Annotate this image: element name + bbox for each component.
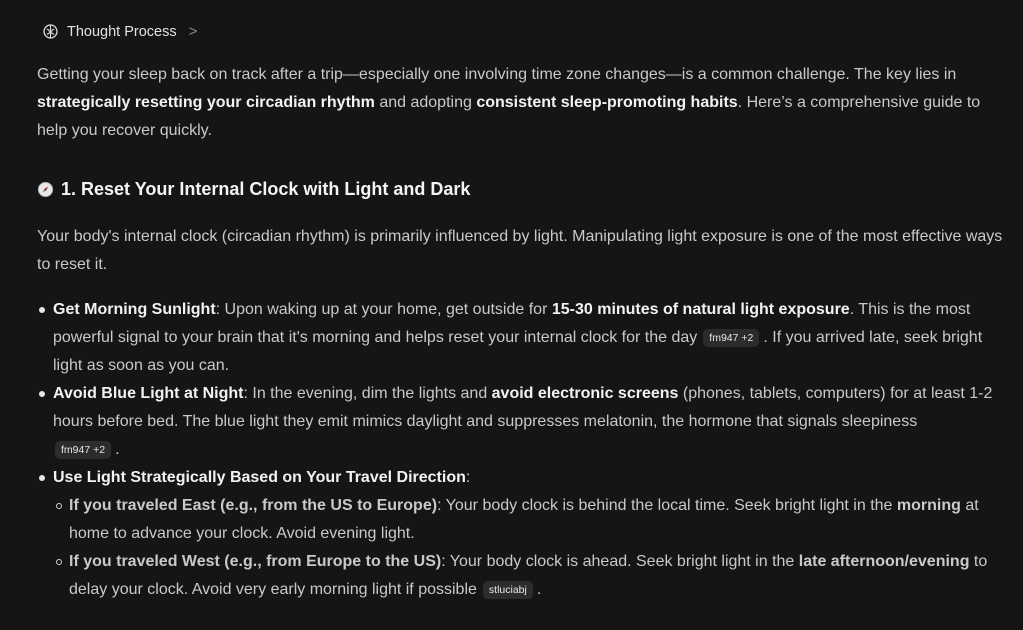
bullet-text: : Upon waking up at your home, get outside for: [215, 301, 552, 318]
bullet-bold: 15-30 minutes of natural light exposure: [551, 301, 850, 318]
brain-icon: [42, 23, 59, 40]
section-title: 1. Reset Your Internal Clock with Light and Dark: [61, 179, 471, 199]
bullet-text: :: [465, 469, 471, 486]
bullet-text: .: [115, 441, 120, 458]
bullet-text: : In the evening, dim the lights and: [243, 385, 492, 402]
sub-bullet-bold: late afternoon/evening: [798, 553, 970, 570]
list-item: [37, 380, 1003, 464]
compass-icon: [37, 181, 54, 198]
sub-bullet-title: If you traveled East (e.g., from the US to Europe): [69, 497, 438, 514]
bullet-dot: [39, 391, 45, 397]
citation-chip[interactable]: stluciabj: [483, 581, 533, 599]
citation-chip[interactable]: fm947 +2: [703, 329, 759, 347]
intro-paragraph: [37, 61, 1003, 145]
bullet-text: (phones, tablets, computers) for at least 1-2 hours before bed. The blue light they emit mimics daylight and suppresses melatonin, the hormone that signals sleepiness: [53, 385, 993, 430]
chevron-right-icon: >: [188, 23, 198, 40]
bullet-text: . This is the most powerful signal to your brain that it's morning and helps reset your internal clock for the day: [53, 301, 971, 346]
sub-bullet-bold: morning: [896, 497, 961, 514]
list-item: [37, 464, 1003, 492]
bullet-list: [37, 296, 1003, 604]
bullet-dot: [39, 475, 45, 481]
sub-bullet-title: If you traveled West (e.g., from Europe to the US): [69, 553, 442, 570]
bullet-dot: [39, 307, 45, 313]
sub-list-item: [37, 492, 1003, 548]
bullet-title: Get Morning Sunlight: [53, 301, 216, 318]
sub-bullet-ring: [56, 559, 62, 565]
section-body: Your body's internal clock (circadian rhythm) is primarily influenced by light. Manipulating light exposure is one of the most effective ways to reset it.: [37, 228, 1003, 273]
intro-text-2: and adopting: [374, 94, 477, 111]
intro-text-3: . Here’s a comprehensive guide to help you recover quickly.: [37, 94, 981, 139]
sub-bullet-ring: [56, 503, 62, 509]
sub-bullet-text: : Your body clock is behind the local time. Seek bright light in the: [437, 497, 897, 514]
list-item: [37, 296, 1003, 380]
sub-bullet-text: at home to advance your clock. Avoid evening light.: [69, 497, 979, 542]
intro-text-1: Getting your sleep back on track after a trip—especially one involving time zone changes—is a common challenge. The key lies in: [37, 66, 957, 83]
bullet-title: Avoid Blue Light at Night: [53, 385, 244, 402]
intro-bold-2: consistent sleep-promoting habits: [476, 94, 738, 111]
intro-bold-1: strategically resetting your circadian rhythm: [37, 94, 375, 111]
sub-bullet-text: .: [536, 581, 542, 598]
bullet-title: Use Light Strategically Based on Your Travel Direction: [53, 469, 466, 486]
section-heading: [37, 179, 470, 200]
bullet-bold: avoid electronic screens: [491, 385, 679, 402]
thought-process-toggle[interactable]: [42, 23, 197, 40]
sub-bullet-text: to delay your clock. Avoid very early morning light if possible: [69, 553, 988, 598]
sub-bullet-text: : Your body clock is ahead. Seek bright light in the: [441, 553, 799, 570]
thought-process-label: Thought Process: [67, 23, 177, 40]
bullet-text: . If you arrived late, seek bright light as soon as you can.: [53, 329, 983, 374]
sub-list-item: [37, 548, 1003, 604]
citation-chip[interactable]: fm947 +2: [55, 441, 111, 459]
